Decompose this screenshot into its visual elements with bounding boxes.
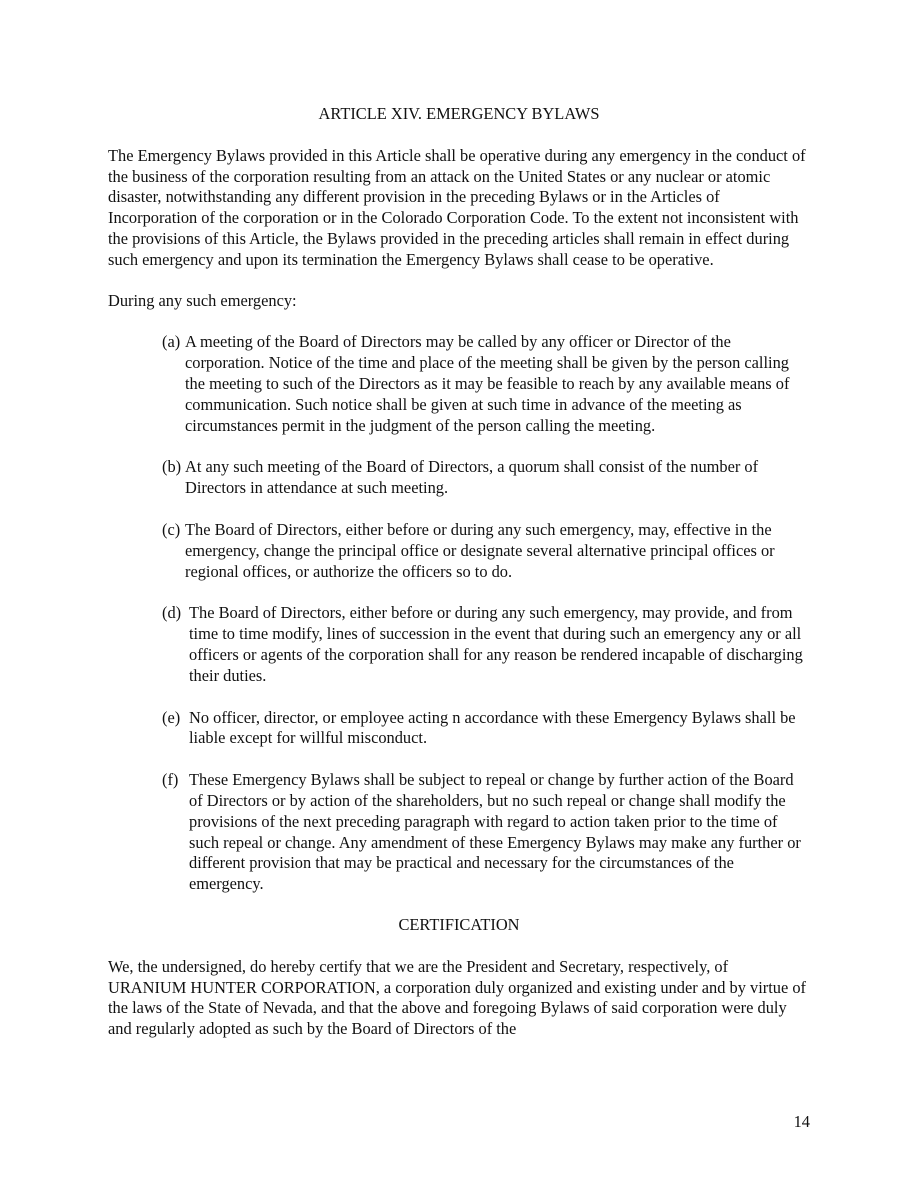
list-marker: (d) [162, 603, 182, 623]
list-item-text: A meeting of the Board of Directors may be called by any officer or Director of the corporation. Notice of the time and place of the meeting shall be given by the person calling the meeting to such of the Directors as it may be feasible to reach by any available means of communication. Such notice shall be given at such time in advance of the meeting as circumstances permit in the judgment of the person calling the meeting. [185, 332, 790, 435]
list-marker: (a) [162, 332, 181, 352]
list-item-d [162, 603, 810, 686]
article-title: ARTICLE XIV. EMERGENCY BYLAWS [318, 104, 600, 123]
intro-paragraph: The Emergency Bylaws provided in this Article shall be operative during any emergency in the conduct of the business of the corporation resulting from an attack on the United States or any nuclear or atomic disaster, notwithstanding any different provision in the preceding Bylaws or in the Articles of Incorporation of the corporation or in the Colorado Corporation Code. To the extent not inconsistent with the provisions of this Article, the Bylaws provided in the preceding articles shall remain in effect during such emergency and upon its termination the Emergency Bylaws shall cease to be operative. [108, 145, 806, 269]
list-item-e [162, 708, 810, 750]
list-marker: (c) [162, 519, 181, 539]
list-item-text: These Emergency Bylaws shall be subject to repeal or change by further action of the Board of Directors or by action of the shareholders, but no such repeal or change shall modify the provisions of the next preceding paragraph with regard to action taken prior to the time of such repeal or change. Any amendment of these Emergency Bylaws may make any further or different provision that may be practical and necessary for the circumstances of the emergency. [189, 770, 801, 894]
list-item-text: At any such meeting of the Board of Directors, a quorum shall consist of the number of Directors in attendance at such meeting. [185, 457, 759, 498]
during-emergency-line: During any such emergency: [108, 290, 297, 310]
list-item-text: The Board of Directors, either before or during any such emergency, may provide, and from time to time modify, lines of succession in the event that during such an emergency any or all officers or agents of the corporation shall for any reason be rendered incapable of discharging their duties. [189, 603, 803, 685]
list-item-a [162, 332, 810, 436]
list-item-c [162, 520, 810, 582]
page-number: 14 [793, 1112, 810, 1131]
certification-title: CERTIFICATION [398, 914, 520, 934]
list-marker: (e) [162, 707, 181, 727]
list-item-text: The Board of Directors, either before or during any such emergency, may, effective in the emergency, change the principal office or designate several alternative principal offices or regional offices, or authorize the officers so to do. [185, 519, 775, 581]
document-page [108, 104, 810, 1040]
list-marker: (f) [162, 770, 179, 790]
list-item-text: No officer, director, or employee acting n accordance with these Emergency Bylaws shall be liable except for willful misconduct. [189, 707, 796, 748]
list-marker: (b) [162, 457, 182, 477]
list-item-f [162, 770, 810, 895]
certification-paragraph: We, the undersigned, do hereby certify that we are the President and Secretary, respectively, of URANIUM HUNTER CORPORATION, a corporation duly organized and existing under and by virtue of the laws of the State of Nevada, and that the above and foregoing Bylaws of said corporation were duly and regularly adopted as such by the Board of Directors of the [108, 956, 807, 1039]
list-item-b [162, 457, 810, 499]
